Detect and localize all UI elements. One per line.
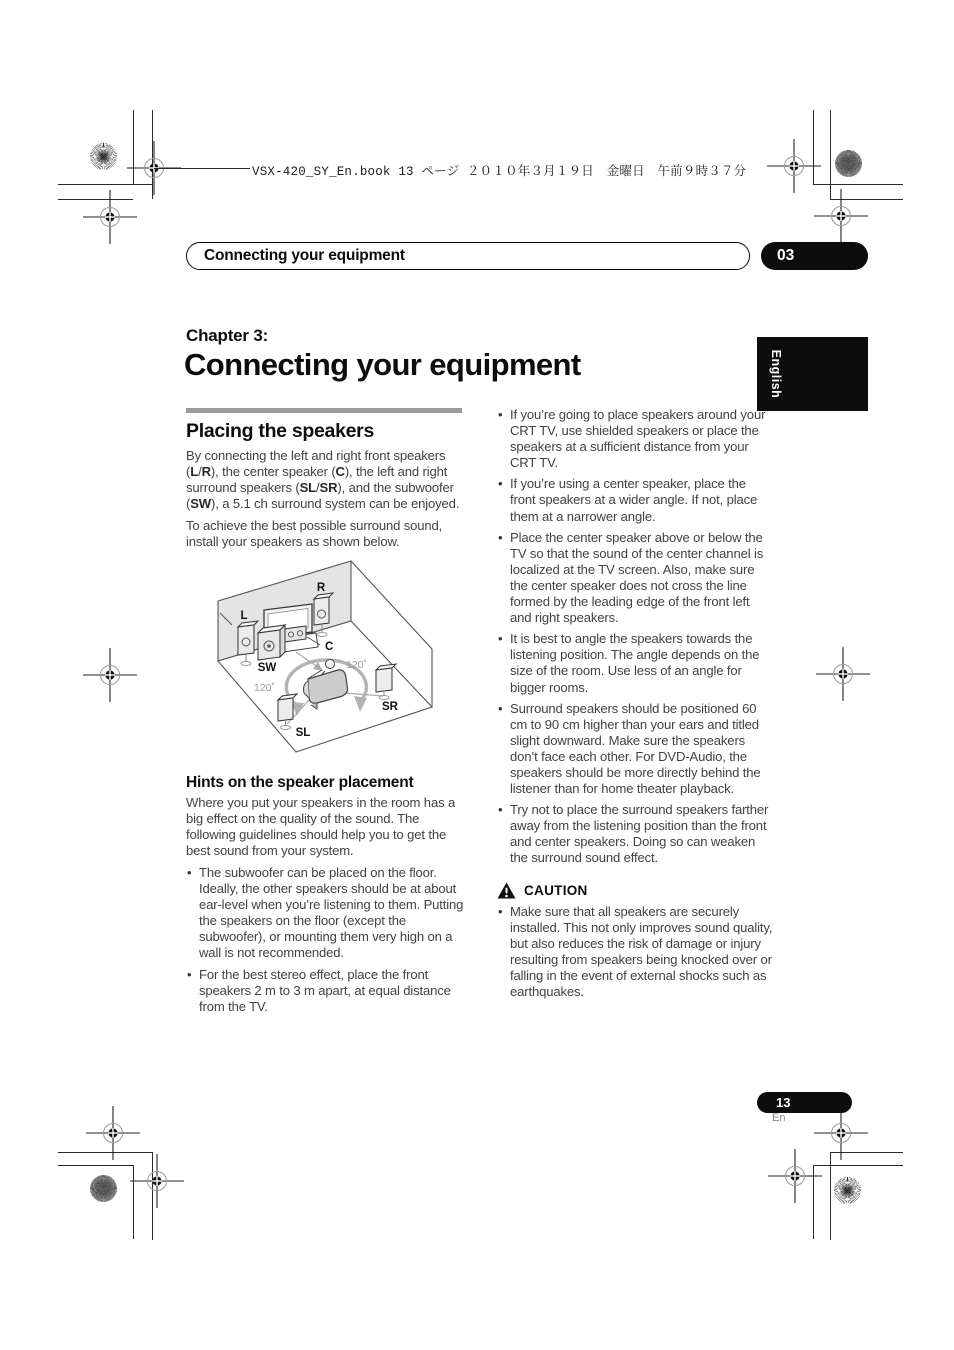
bullet-item bbox=[497, 802, 773, 866]
caution-title: CAUTION bbox=[524, 882, 588, 898]
hints-title: Hints on the speaker placement bbox=[186, 773, 414, 791]
bullet-text: If you’re going to place speakers around your CRT TV, use shielded speakers or place the speakers at a sufficient distance from your CRT TV. bbox=[510, 407, 766, 471]
paragraph: To achieve the best possible surround sound, install your speakers as shown below. bbox=[186, 518, 443, 550]
bullet-text: Try not to place the surround speakers farther away from the listening position than the front and center speakers. Doing so can weaken the surround sound effect. bbox=[510, 802, 769, 866]
paragraph: By connecting the left and right front speakers (L/R), the center speaker (C), the left and right surround speakers (SL/SR), and the subwoofer (SW), a 5.1 ch surround system can be enjoyed. bbox=[186, 448, 460, 512]
registration-mark bbox=[813, 644, 873, 704]
bullet-dot: • bbox=[187, 966, 192, 982]
registration-mark bbox=[127, 1151, 187, 1211]
bullet-dot: • bbox=[498, 631, 503, 647]
registration-mark bbox=[80, 645, 140, 705]
bullet-dot: • bbox=[498, 700, 503, 716]
label-r: R bbox=[316, 581, 326, 594]
chapter-number-badge: 03 bbox=[761, 242, 868, 270]
trim-mark bbox=[830, 1152, 831, 1240]
trim-mark bbox=[58, 1165, 133, 1166]
bullet-dot: • bbox=[187, 864, 192, 880]
bullet-item bbox=[497, 904, 773, 1001]
bullet-item bbox=[497, 407, 773, 471]
registration-mark bbox=[765, 1146, 825, 1206]
starburst-target bbox=[90, 143, 117, 170]
bullet-dot: • bbox=[498, 407, 503, 422]
bullet-dot: • bbox=[498, 529, 503, 545]
chapter-kicker: Chapter 3: bbox=[186, 326, 269, 345]
bullet-text: Make sure that all speakers are securely installed. This not only improves sound quality, but also reduces the risk of damage or injury resulting from speakers being knocked over or falling in the event of external shocks such as earthquakes. bbox=[510, 903, 773, 999]
bullet-item bbox=[497, 701, 773, 798]
halftone-target bbox=[835, 150, 862, 177]
bullet-text: Place the center speaker above or below the TV so that the sound of the center channel is localized at the TV screen. Also, make sure the center speaker does not cross the line formed by the leading edge of the front left and right speakers. bbox=[510, 529, 764, 626]
bullet-dot: • bbox=[498, 476, 503, 492]
label-angle-right: 120˚ bbox=[346, 658, 368, 671]
trim-mark bbox=[813, 184, 903, 185]
bullet-item bbox=[497, 476, 773, 524]
section-header-title: Connecting your equipment bbox=[204, 247, 405, 264]
label-sl: SL bbox=[295, 726, 311, 739]
label-sw: SW bbox=[257, 661, 277, 674]
warning-icon bbox=[497, 882, 516, 899]
page-title: Connecting your equipment bbox=[184, 347, 581, 382]
label-sr: SR bbox=[382, 700, 398, 713]
bullet-text: The subwoofer can be placed on the floor. Ideally, the other speakers should be at about ear-level when you’re listening to them. Putting the speakers on the floor (except the subwoofer), or mounting them very high on a wall is not recommended. bbox=[199, 864, 464, 961]
bullet-text: If you’re using a center speaker, place the front speakers at a wider angle. If not, place them at a narrower angle. bbox=[510, 476, 758, 524]
caution-header bbox=[497, 882, 773, 899]
bullet-item bbox=[497, 631, 773, 695]
bullet-item bbox=[186, 865, 464, 962]
section-header-bar bbox=[186, 242, 750, 270]
label-angle-left: 120˚ bbox=[254, 681, 276, 694]
language-tab bbox=[757, 337, 868, 411]
registration-mark bbox=[80, 187, 140, 247]
right-column bbox=[497, 407, 773, 1000]
bullet-item bbox=[186, 967, 464, 1015]
label-c: C bbox=[325, 640, 334, 653]
section-title: Placing the speakers bbox=[186, 420, 375, 442]
bullet-item bbox=[497, 530, 773, 627]
registration-mark bbox=[154, 168, 250, 169]
starburst-target bbox=[834, 1177, 861, 1204]
page-language-label: En bbox=[772, 1112, 786, 1124]
section-rule bbox=[186, 408, 462, 413]
bullet-text: For the best stereo effect, place the front speakers 2 m to 3 m apart, at equal distance from the TV. bbox=[199, 966, 451, 1014]
bullet-text: Surround speakers should be positioned 60 cm to 90 cm higher than your ears and titled slight downward. Make sure the speakers don’t face each other. For DVD-Audio, the speakers should be more directly behind the listener than for home theater playback. bbox=[510, 700, 761, 797]
bullet-dot: • bbox=[498, 903, 503, 919]
print-slug-line: VSX-420_SY_En.book 13 ページ ２０１０年３月１９日 金曜日 午前９時３７分 bbox=[252, 165, 747, 179]
halftone-target bbox=[90, 1175, 117, 1202]
bullet-text: It is best to angle the speakers towards the listening position. The angle depends on the size of the room. Use less of an angle for bigger rooms. bbox=[510, 631, 760, 695]
registration-mark bbox=[811, 186, 871, 246]
bullet-dot: • bbox=[498, 802, 503, 818]
trim-mark bbox=[813, 1165, 903, 1166]
speaker-placement-diagram bbox=[204, 557, 456, 762]
label-l: L bbox=[240, 609, 248, 622]
paragraph: Where you put your speakers in the room has a big effect on the quality of the sound. The following guidelines should help you to get the best sound from your system. bbox=[186, 794, 456, 858]
page-number-badge: 13 bbox=[757, 1092, 852, 1113]
language-tab-label: English bbox=[769, 349, 783, 399]
subwoofer bbox=[258, 625, 285, 660]
left-column bbox=[186, 408, 464, 1015]
